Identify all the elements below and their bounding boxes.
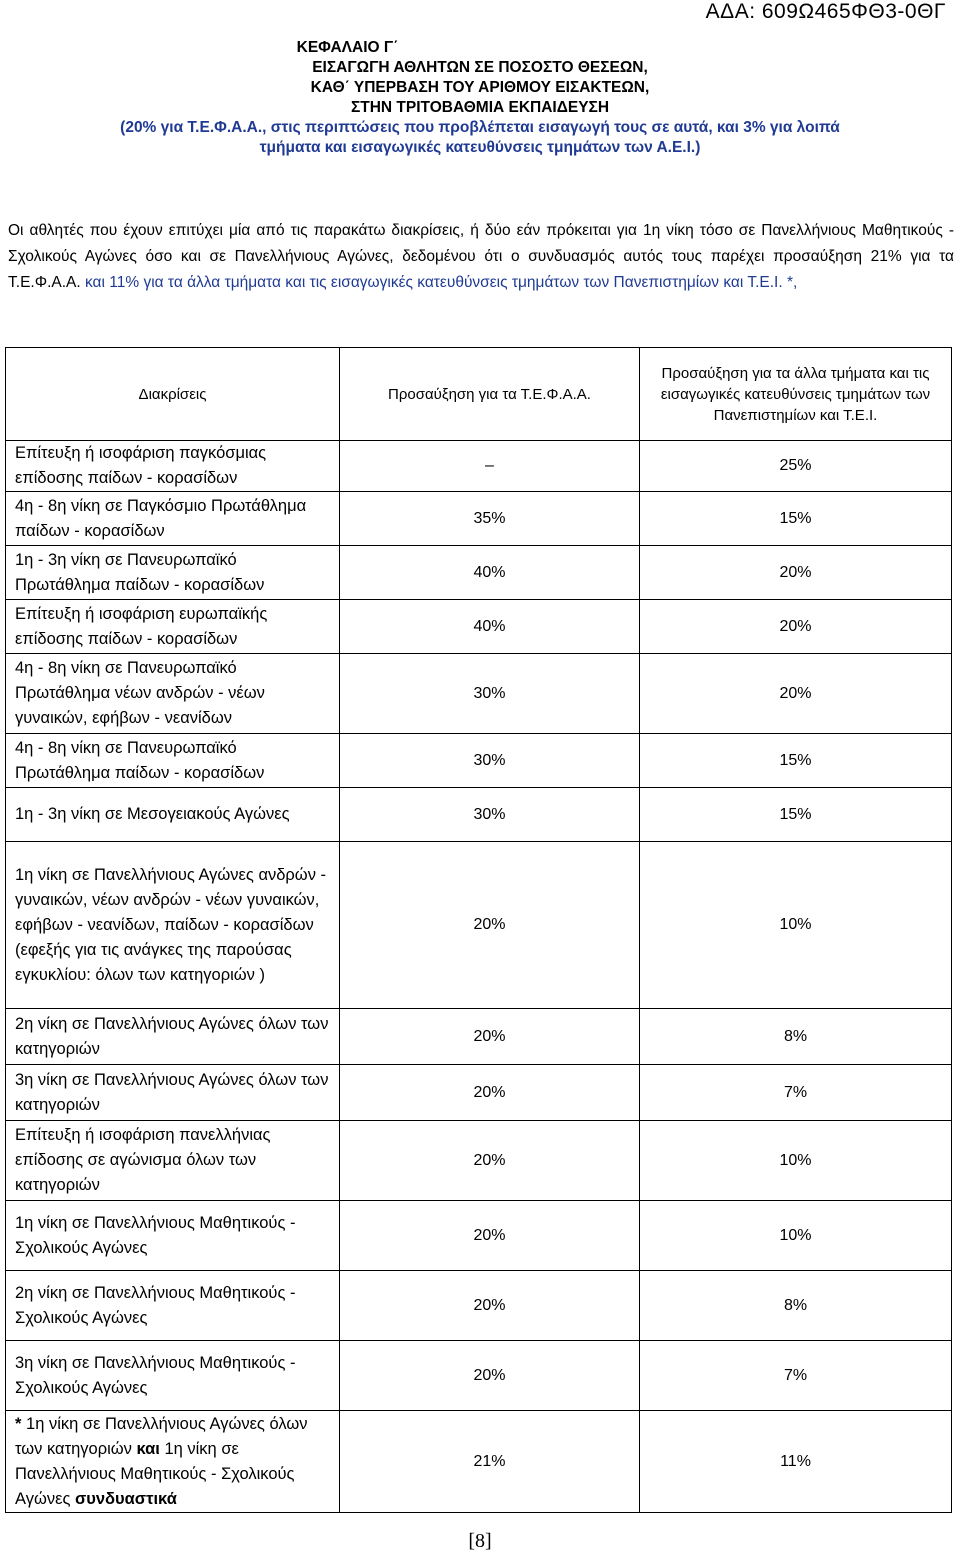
heading-line-3: ΣΤΗΝ ΤΡΙΤΟΒΑΘΜΙΑ ΕΚΠΑΙΔΕΥΣΗ bbox=[350, 99, 610, 116]
intro-paragraph bbox=[8, 218, 954, 296]
chapter-heading bbox=[0, 38, 960, 158]
row-desc: 1η νίκη σε Πανελλήνιους Αγώνες ανδρών - γυναικών, νέων ανδρών - νέων γυναικών, εφήβων - νεανίδων, παίδων - κορασίδων (εφεξής για τις ανάγκες της παρούσας εγκυκλίου: όλων των κατηγοριών ) bbox=[6, 842, 340, 1009]
row-tefaa-value: 20% bbox=[340, 1121, 640, 1201]
row-other-value: 8% bbox=[640, 1271, 952, 1341]
row-desc: Επίτευξη ή ισοφάριση παγκόσμιας επίδοσης παίδων - κορασίδων bbox=[6, 441, 340, 492]
row-other-value: 10% bbox=[640, 842, 952, 1009]
combined-part-2: 1η νίκη σε Πανελλήνιους Μαθητικούς - Σχολικούς Αγώνες bbox=[15, 1439, 295, 1508]
row-desc: 1η - 3η νίκη σε Πανευρωπαϊκό Πρωτάθλημα παίδων - κορασίδων bbox=[6, 546, 340, 600]
row-desc: 3η νίκη σε Πανελλήνιους Μαθητικούς - Σχολικούς Αγώνες bbox=[6, 1341, 340, 1411]
table-row bbox=[6, 546, 952, 600]
combined-tefaa: 21% bbox=[340, 1411, 640, 1513]
row-other-value: 15% bbox=[640, 788, 952, 842]
table-row-combined bbox=[6, 1411, 952, 1513]
combined-other: 11% bbox=[640, 1411, 952, 1513]
row-other-value: 7% bbox=[640, 1341, 952, 1411]
combined-kai: και bbox=[136, 1439, 160, 1458]
table-row bbox=[6, 654, 952, 734]
row-other-value: 7% bbox=[640, 1065, 952, 1121]
row-other-value: 20% bbox=[640, 600, 952, 654]
table-row bbox=[6, 842, 952, 1009]
row-tefaa-value: 30% bbox=[340, 734, 640, 788]
table-row bbox=[6, 1341, 952, 1411]
chapter-title: ΚΕΦΑΛΑΙΟ Γ΄ bbox=[296, 39, 399, 56]
intro-text-a: Οι αθλητές που έχουν επιτύχει μία από τις παρακάτω διακρίσεις, ή δύο εάν πρόκειται για 1η νίκη τόσο σε Πανελλήνιους Μαθητικούς - Σχολικούς Αγώνες όσο και σε Πανελλήνιους Αγώνες, δεδομένου ότι ο συνδυασμός αυτός τους παρέχει προσαύξηση 21% για τα Τ.Ε.Φ.Α.Α. bbox=[8, 222, 954, 291]
row-other-value: 20% bbox=[640, 546, 952, 600]
table-row bbox=[6, 1121, 952, 1201]
row-tefaa-value: 20% bbox=[340, 1201, 640, 1271]
row-tefaa-value: 20% bbox=[340, 1009, 640, 1065]
header-other: Προσαύξηση για τα άλλα τμήματα και τις εισαγωγικές κατευθύνσεις τμημάτων των Πανεπιστημίων και Τ.Ε.Ι. bbox=[640, 348, 952, 441]
row-desc: 4η - 8η νίκη σε Πανευρωπαϊκό Πρωτάθλημα παίδων - κορασίδων bbox=[6, 734, 340, 788]
row-tefaa-value: 20% bbox=[340, 1341, 640, 1411]
row-desc: Επίτευξη ή ισοφάριση ευρωπαϊκής επίδοσης παίδων - κορασίδων bbox=[6, 600, 340, 654]
row-other-value: 15% bbox=[640, 492, 952, 546]
row-tefaa-value: – bbox=[340, 441, 640, 492]
row-other-value: 25% bbox=[640, 441, 952, 492]
combined-syndyastika: συνδυαστικά bbox=[74, 1489, 177, 1508]
table-header-row bbox=[6, 348, 952, 441]
distinctions-table bbox=[5, 347, 952, 1513]
table-row bbox=[6, 441, 952, 492]
row-tefaa-value: 20% bbox=[340, 1271, 640, 1341]
table-row bbox=[6, 600, 952, 654]
intro-text-b: και 11% για τα άλλα τμήματα και τις εισαγωγικές κατευθύνσεις τμημάτων των Πανεπιστημίων και Τ.Ε.Ι. *, bbox=[85, 274, 798, 291]
heading-line-2: ΚΑΘ΄ ΥΠΕΡΒΑΣΗ ΤΟΥ ΑΡΙΘΜΟΥ ΕΙΣΑΚΤΕΩΝ, bbox=[310, 79, 650, 96]
row-desc: 1η νίκη σε Πανελλήνιους Μαθητικούς - Σχολικούς Αγώνες bbox=[6, 1201, 340, 1271]
row-desc: 4η - 8η νίκη σε Παγκόσμιο Πρωτάθλημα παίδων - κορασίδων bbox=[6, 492, 340, 546]
table-row bbox=[6, 788, 952, 842]
table-row bbox=[6, 1065, 952, 1121]
table-row bbox=[6, 1271, 952, 1341]
row-tefaa-value: 40% bbox=[340, 546, 640, 600]
row-other-value: 15% bbox=[640, 734, 952, 788]
row-tefaa-value: 40% bbox=[340, 600, 640, 654]
heading-line-5: τμήματα και εισαγωγικές κατευθύνσεις τμημάτων των Α.Ε.Ι.) bbox=[259, 139, 701, 156]
row-desc: 2η νίκη σε Πανελλήνιους Αγώνες όλων των κατηγοριών bbox=[6, 1009, 340, 1065]
row-tefaa-value: 20% bbox=[340, 1065, 640, 1121]
table-row bbox=[6, 1009, 952, 1065]
row-tefaa-value: 20% bbox=[340, 842, 640, 1009]
row-tefaa-value: 35% bbox=[340, 492, 640, 546]
row-tefaa-value: 30% bbox=[340, 654, 640, 734]
heading-line-1: ΕΙΣΑΓΩΓΗ ΑΘΛΗΤΩΝ ΣΕ ΠΟΣΟΣΤΟ ΘΕΣΕΩΝ, bbox=[312, 59, 648, 76]
row-desc: 2η νίκη σε Πανελλήνιους Μαθητικούς - Σχολικούς Αγώνες bbox=[6, 1271, 340, 1341]
row-other-value: 10% bbox=[640, 1121, 952, 1201]
row-other-value: 10% bbox=[640, 1201, 952, 1271]
page-number: [8] bbox=[468, 1530, 492, 1552]
row-desc: 4η - 8η νίκη σε Πανευρωπαϊκό Πρωτάθλημα νέων ανδρών - νέων γυναικών, εφήβων - νεανίδων bbox=[6, 654, 340, 734]
row-other-value: 8% bbox=[640, 1009, 952, 1065]
heading-line-4: (20% για Τ.Ε.Φ.Α.Α., στις περιπτώσεις που προβλέπεται εισαγωγή τους σε αυτά, και 3% για λοιπά bbox=[120, 119, 840, 136]
row-tefaa-value: 30% bbox=[340, 788, 640, 842]
combined-part-1: 1η νίκη σε Πανελλήνιους Αγώνες όλων των κατηγοριών bbox=[15, 1414, 308, 1458]
row-desc: 1η - 3η νίκη σε Μεσογειακούς Αγώνες bbox=[6, 788, 340, 842]
asterisk: * bbox=[15, 1414, 27, 1433]
ada-code: ΑΔΑ: 609Ω465ΦΘ3-0ΘΓ bbox=[705, 0, 946, 23]
row-other-value: 20% bbox=[640, 654, 952, 734]
table-row bbox=[6, 492, 952, 546]
row-desc: Επίτευξη ή ισοφάριση πανελλήνιας επίδοσης σε αγώνισμα όλων των κατηγοριών bbox=[6, 1121, 340, 1201]
combined-desc bbox=[6, 1411, 340, 1513]
table-row bbox=[6, 1201, 952, 1271]
header-distinctions: Διακρίσεις bbox=[6, 348, 340, 441]
header-tefaa: Προσαύξηση για τα Τ.Ε.Φ.Α.Α. bbox=[340, 348, 640, 441]
table-row bbox=[6, 734, 952, 788]
row-desc: 3η νίκη σε Πανελλήνιους Αγώνες όλων των κατηγοριών bbox=[6, 1065, 340, 1121]
